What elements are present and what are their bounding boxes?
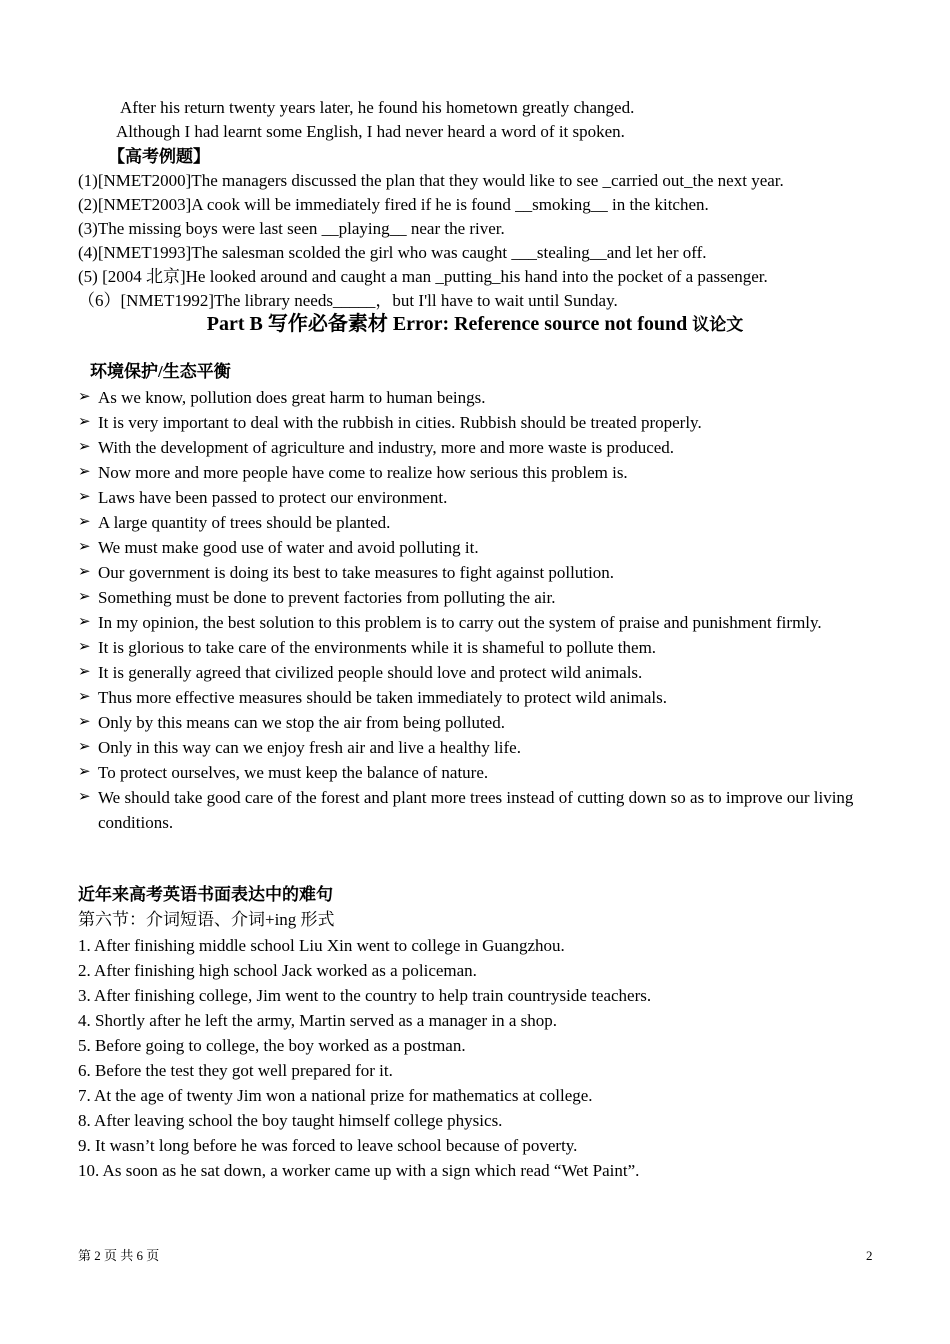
exam-item: (1)[NMET2000]The managers discussed the plan that they would like to see _carried out_the next year. [78,171,784,190]
arrow-bullet-icon: ➢ [78,439,91,455]
bullet-item: ➢ It is glorious to take care of the environments while it is shameful to pollute them. [78,635,878,660]
arrow-bullet-icon: ➢ [78,514,91,530]
part-b-title [0,311,950,338]
part-b-title-main: Part B 写作必备素材 Error: Reference source not found [206,313,693,335]
numbered-item: 4. Shortly after he left the army, Martin served as a manager in a shop. [78,1011,557,1030]
bullet-item: ➢ With the development of agriculture and industry, more and more waste is produced. [78,435,878,460]
footer-page-info: 第 2 页 共 6 页 [78,1248,160,1263]
arrow-bullet-icon: ➢ [78,614,91,630]
bullet-item: ➢ Only by this means can we stop the air from being polluted. [78,710,878,735]
numbered-item: 7. At the age of twenty Jim won a national prize for mathematics at college. [78,1086,593,1105]
bullet-item: ➢ Laws have been passed to protect our environment. [78,485,878,510]
bullet-item: ➢ It is generally agreed that civilized people should love and protect wild animals. [78,660,878,685]
arrow-bullet-icon: ➢ [78,789,91,805]
bullet-item: ➢ In my opinion, the best solution to this problem is to carry out the system of praise and punishment firmly. [78,610,878,635]
arrow-bullet-icon: ➢ [78,489,91,505]
bullet-item: ➢ A large quantity of trees should be planted. [78,510,878,535]
bullet-item: ➢ Only in this way can we enjoy fresh air and live a healthy life. [78,735,878,760]
bullet-item: ➢ Our government is doing its best to take measures to fight against pollution. [78,560,878,585]
numbered-item: 2. After finishing high school Jack worked as a policeman. [78,961,477,980]
numbered-item: 9. It wasn’t long before he was forced to leave school because of poverty. [78,1136,578,1155]
arrow-bullet-icon: ➢ [78,414,91,430]
arrow-bullet-icon: ➢ [78,589,91,605]
part-b-title-genre: 议论文 [692,315,744,334]
arrow-bullet-icon: ➢ [78,764,91,780]
bullet-item: ➢ Now more and more people have come to realize how serious this problem is. [78,460,878,485]
bullet-item: ➢ Thus more effective measures should be taken immediately to protect wild animals. [78,685,878,710]
exam-item: (2)[NMET2003]A cook will be immediately fired if he is found __smoking__ in the kitchen. [78,195,709,214]
arrow-bullet-icon: ➢ [78,714,91,730]
intro-line-1: After his return twenty years later, he found his hometown greatly changed. [120,98,635,117]
bullet-item: ➢ As we know, pollution does great harm to human beings. [78,385,878,410]
arrow-bullet-icon: ➢ [78,464,91,480]
numbered-item: 5. Before going to college, the boy worked as a postman. [78,1036,466,1055]
section-heading: 第六节：介词短语、介词+ing 形式 [78,910,335,929]
arrow-bullet-icon: ➢ [78,739,91,755]
numbered-item: 6. Before the test they got well prepared for it. [78,1061,393,1080]
exam-item: （6）[NMET1992]The library needs_____，but I'll have to wait until Sunday. [78,291,618,310]
environment-bullet-list [78,385,878,835]
hard-sentences-heading: 近年来高考英语书面表达中的难句 [78,885,333,904]
numbered-item: 8. After leaving school the boy taught himself college physics. [78,1111,503,1130]
exam-heading: 【高考例题】 [108,147,210,166]
exam-item: (3)The missing boys were last seen __playing__ near the river. [78,219,505,238]
intro-line-2: Although I had learnt some English, I had never heard a word of it spoken. [116,122,625,141]
numbered-item: 3. After finishing college, Jim went to the country to help train countryside teachers. [78,986,652,1005]
bullet-item: ➢ We should take good care of the forest and plant more trees instead of cutting down so as to improve our living conditions. [78,785,878,835]
arrow-bullet-icon: ➢ [78,689,91,705]
arrow-bullet-icon: ➢ [78,539,91,555]
numbered-item: 10. As soon as he sat down, a worker came up with a sign which read “Wet Paint”. [78,1161,640,1180]
arrow-bullet-icon: ➢ [78,639,91,655]
numbered-item: 1. After finishing middle school Liu Xin went to college in Guangzhou. [78,936,565,955]
footer-page-number: 2 [866,1248,873,1263]
environment-heading: 环境保护/生态平衡 [90,362,231,381]
arrow-bullet-icon: ➢ [78,564,91,580]
bullet-item: ➢ We must make good use of water and avoid polluting it. [78,535,878,560]
bullet-item: ➢ It is very important to deal with the rubbish in cities. Rubbish should be treated properly. [78,410,878,435]
exam-item: (4)[NMET1993]The salesman scolded the girl who was caught ___stealing__and let her off. [78,243,707,262]
bullet-item: ➢ Something must be done to prevent factories from polluting the air. [78,585,878,610]
exam-item: (5) [2004 北京]He looked around and caught a man _putting_his hand into the pocket of a passenger. [78,267,768,286]
arrow-bullet-icon: ➢ [78,664,91,680]
bullet-item: ➢ To protect ourselves, we must keep the balance of nature. [78,760,878,785]
arrow-bullet-icon: ➢ [78,389,91,405]
numbered-sentence-list [78,933,898,1183]
